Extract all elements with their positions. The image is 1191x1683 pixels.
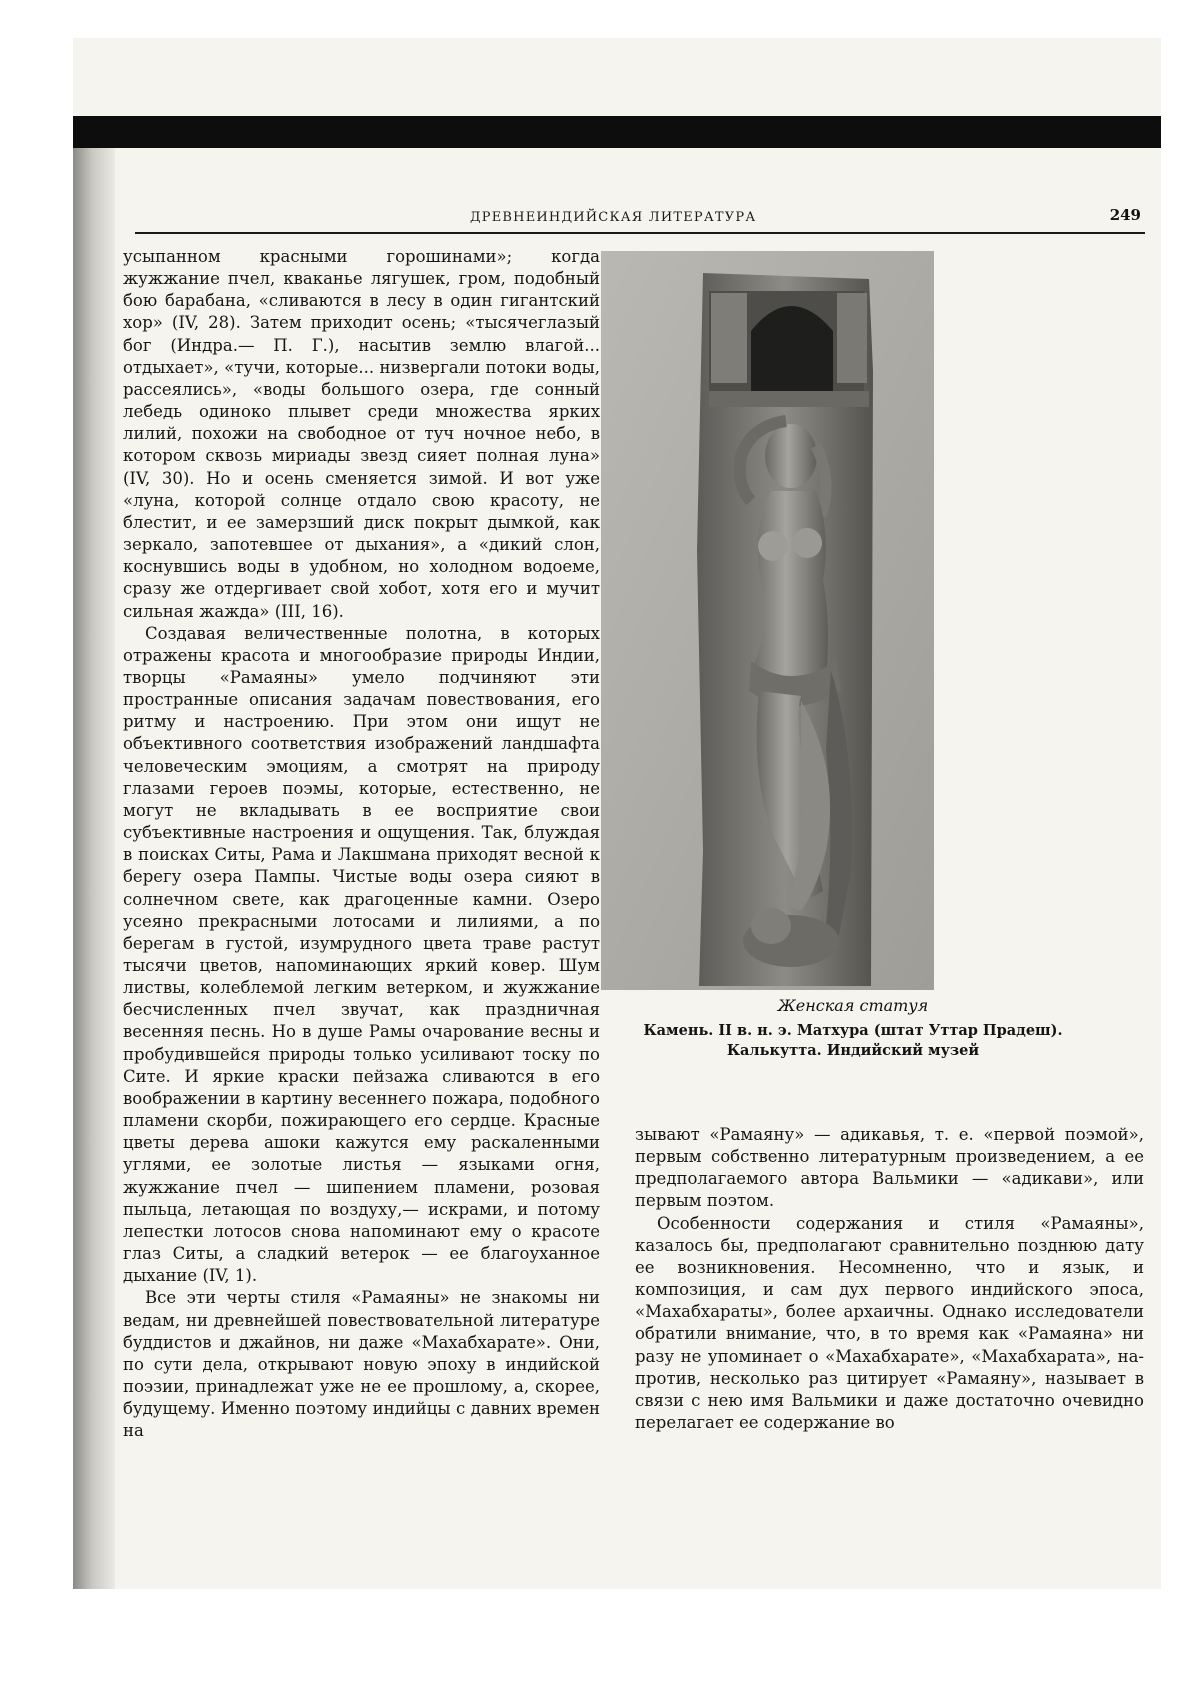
figure-caption-title: Женская статуя [777, 996, 929, 1015]
book-page [73, 38, 1161, 1589]
statue-image [601, 251, 934, 990]
paragraph: Создавая величественные полотна, в которых отражены красота и многообразие природы Индии, творцы «Рамаяны» умело подчиняют эти пространные описания задачам повествования, его ритму и настроению. При этом они ищут не объективного соответствия изображений ландшафта человеческим эмоциям, а смотрят на природу глазами героев поэмы, которые, естественно, не могут не вкладывать в ее восприятие свои субъективные настроения и ощущения. Так, блуждая в поисках Ситы, Рама и Лакшмана приходят весной к берегу озера Пампы. Чистые воды озера сияют в солнечном свете, как драгоценные камни. Озеро усеяно прекрасными лотосами и лилиями, а по берегам в густой, изумрудного цвета траве растут тысячи цветов, напоминающих яркий ковер. Шум листвы, колеблемой легким ветерком, и жужжание бесчисленных пчел звучат, как праздничная весенняя песнь. Но в душе Рамы очарование весны и пробудившейся природы только усиливают тоску по Сите. И яркие краски пейзажа сливаются в его воображении в картину весеннего пожара, подобного пламени скорби, пожирающего его сердце. Красные цветы дерева ашоки кажутся ему раскаленными углями, ее золотые листья — языками огня, жужжание пчел — шипением пламени, розовая пыльца, летающая по воздуху,— искрами, и потому лепестки лотосов снова напоминают ему о красоте глаз Ситы, а сладкий ветерок — ее благоуханное дыхание (IV, 1). [123, 623, 600, 1286]
scan-edge-shadow [73, 116, 1161, 148]
paragraph: Особенности содержания и стиля «Рамаяны», казалось бы, предполагают сравнительно позднюю дату ее возникновения. Несомненно, что и язык, и композиция, и сам дух первого индийского эпоса, «Махабхараты», более архаичны. Однако исследователи обратили внимание, что, в то время как «Рамаяна» ни разу не упоминает о «Махабхарате», «Махабхарата», напротив, несколько раз цитирует «Рамаяну», называет в связи с нею имя Вальмики и даже достаточно очевидно перелагает ее содержание во [635, 1213, 1144, 1433]
header-rule [135, 232, 1145, 234]
paragraph: усыпанном красными горошинами»; когда жужжание пчел, кваканье лягушек, гром, подобный бою барабана, «сливаются в лесу в один гигантский хор» (IV, 28). Затем приходит осень; «тысячеглазый бог (Индра.— П. Г.), насытив землю влагой... отдыхает», «тучи, которые... низвергали потоки воды, рассеялись», «воды большого озера, где сонный лебедь одиноко плывет среди множества ярких лилий, похожи на свободное от туч ночное небо, в котором сквозь мириады звезд сияет полная луна» (IV, 30). Но и осень сменяется зимой. И вот уже «луна, которой солнце отдало свою красоту, не блестит, и ее замерзший диск покрыт дымкой, как зеркало, запотевшее от дыхания», а «дикий слон, коснувшись воды в удобном, но холодном водоеме, сразу же отдергивает свой хобот, хотя его и мучит сильная жажда» (III, 16). [123, 247, 600, 621]
binding-gutter [73, 148, 115, 1589]
left-column [123, 246, 600, 1442]
paragraph: зывают «Рамаяну» — адикавья, т. е. «первой поэмой», первым собственно литературным произведением, а ее предполагаемого автора Вальмики — «адикави», или первым поэтом. [635, 1125, 1144, 1211]
running-title: ДРЕВНЕИНДИЙСКАЯ ЛИТЕРАТУРА [470, 210, 757, 225]
page-number: 249 [1109, 206, 1141, 224]
figure-caption-line: Камень. II в. н. э. Матхура (штат Уттар Прадеш). [643, 1022, 1063, 1039]
running-head [135, 206, 1145, 232]
paragraph: Все эти черты стиля «Рамаяны» не знакомы ни ведам, ни древнейшей повествовательной литературе буддистов и джайнов, ни даже «Махабхарате». Они, по сути дела, открывают новую эпоху в индийской поэзии, принадлежат уже не ее прошлому, а, скорее, будущему. Именно поэтому индийцы с давних времен на [123, 1288, 600, 1441]
statue-photograph [601, 251, 934, 990]
right-column [635, 1124, 1144, 1434]
figure-caption-line: Калькутта. Индийский музей [726, 1042, 980, 1059]
